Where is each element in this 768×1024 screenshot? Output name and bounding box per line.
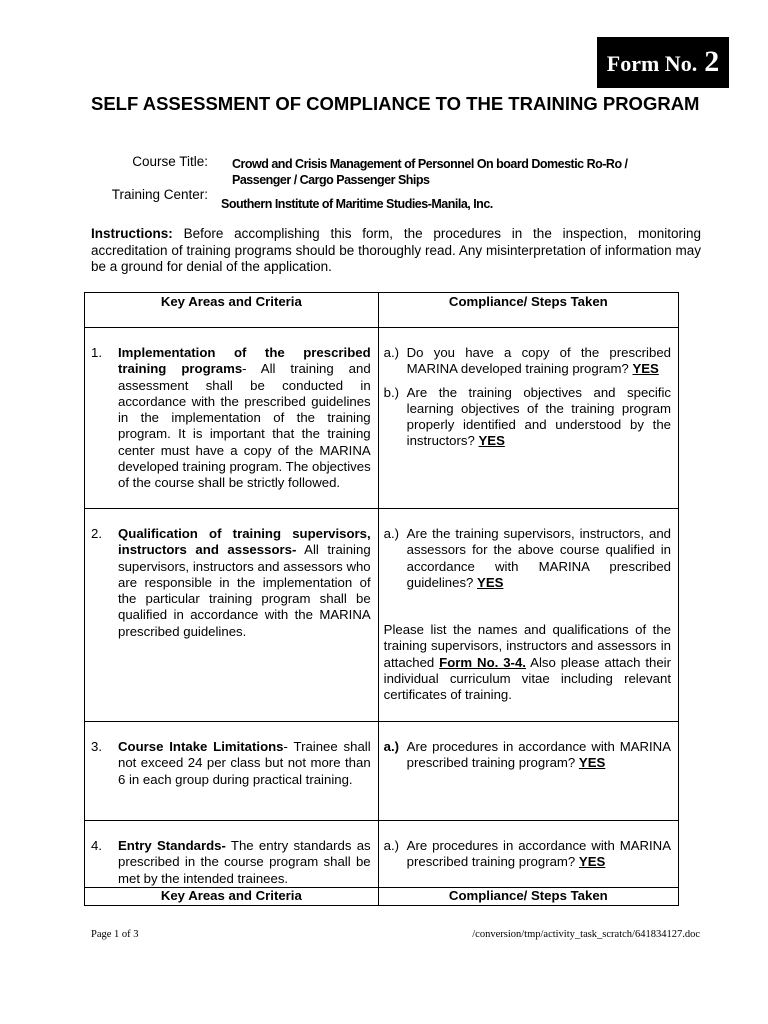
table-header-row — [85, 293, 679, 328]
page-number: Page 1 of 3 — [91, 929, 139, 940]
item-heading: Course Intake Limitations — [118, 739, 284, 754]
item-text: All training supervisors, instructors and assessors who are responsible in the implementation of the particular training program shall be qualified in accordance with the MARINA prescribed guidelines. — [118, 542, 371, 639]
note-text: Also please attach their individual curriculum vitae including relevant certificates of training. — [383, 654, 671, 703]
question-text: Do you have a copy of the prescribed MARINA developed training program? — [406, 345, 671, 377]
criteria-cell — [85, 509, 379, 722]
compliance-cell — [378, 821, 678, 888]
answer-yes: YES — [578, 755, 606, 771]
criteria-cell — [85, 821, 379, 888]
item-text: - All training and assessment shall be conducted in accordance with the prescribed guidelines in the implementation of the training program. It is important that the training center must have a copy of the MARINA developed training program. The objectives of the course shall be strictly followed. — [118, 361, 371, 491]
answer-yes: YES — [632, 361, 659, 377]
form-reference: Form No. 3-4. — [439, 654, 526, 670]
item-number: 4. — [91, 838, 102, 853]
item-heading: Implementation of the prescribed training programs — [118, 345, 371, 377]
item-heading: Entry Standards- — [118, 838, 226, 853]
table-footer-header-row — [85, 887, 679, 905]
answer-yes: YES — [477, 574, 504, 590]
compliance-table — [84, 292, 679, 906]
instructions-label: Instructions: — [91, 226, 173, 241]
question-text: Are procedures in accordance with MARINA prescribed training program? — [406, 838, 671, 870]
note-text: Please list the names and qualifications of the training supervisors, instructors and assessors in attached — [383, 622, 671, 670]
training-center-value: Southern Institute of Maritime Studies-Manila, Inc. — [221, 197, 493, 211]
criteria-cell — [85, 722, 379, 821]
course-title-value: Crowd and Crisis Management of Personnel On board Domestic Ro-Ro / Passenger / Cargo Passenger Ships — [232, 157, 628, 187]
item-number: 3. — [91, 739, 102, 754]
file-path: /conversion/tmp/activity_task_scratch/641834127.doc — [472, 929, 700, 940]
compliance-cell — [378, 509, 678, 722]
header-compliance: Compliance/ Steps Taken — [378, 293, 678, 328]
repeat-header-compliance: Compliance/ Steps Taken — [378, 887, 678, 905]
answer-yes: YES — [478, 433, 505, 449]
criteria-cell — [85, 328, 379, 509]
question-text: Are the training supervisors, instructors, and assessors for the above course qualified in accordance with MARINA prescribed guidelines? — [406, 526, 671, 590]
table-row — [85, 722, 679, 821]
compliance-cell — [378, 722, 678, 821]
compliance-cell — [378, 328, 678, 509]
document-title: SELF ASSESSMENT OF COMPLIANCE TO THE TRAINING PROGRAM — [91, 93, 700, 114]
item-text: The entry standards as prescribed in the course program shall be met by the intended trainees. — [118, 838, 371, 886]
question-text: Are procedures in accordance with MARINA prescribed training program? — [406, 739, 671, 771]
question-label: a.) — [383, 345, 400, 360]
form-number-label: Form No. — [606, 51, 698, 76]
table-row — [85, 821, 679, 888]
form-number-value: 2 — [704, 45, 720, 78]
repeat-header-key-areas: Key Areas and Criteria — [85, 887, 379, 905]
course-title-label: Course Title: — [132, 154, 208, 169]
instructions-paragraph — [91, 226, 701, 276]
table-row — [85, 328, 679, 509]
table-row — [85, 509, 679, 722]
question-text: Are the training objectives and specific learning objectives of the training program properly identified and understood by the instructors? — [406, 384, 671, 449]
instructions-text: Before accomplishing this form, the procedures in the inspection, monitoring accreditation of training programs should be thoroughly read. Any misinterpretation of information may be a ground for denial of the application. — [91, 226, 701, 274]
item-heading: Qualification of training supervisors, instructors and assessors- — [118, 526, 371, 558]
answer-yes: YES — [578, 854, 606, 870]
question-label: a.) — [383, 838, 400, 853]
item-text: - Trainee shall not exceed 24 per class but not more than 6 in each group during practical training. — [118, 739, 371, 787]
item-number: 1. — [91, 345, 102, 360]
question-label: a.) — [383, 526, 400, 541]
attachment-note — [379, 591, 678, 703]
form-number-badge — [597, 37, 729, 88]
header-key-areas: Key Areas and Criteria — [85, 293, 379, 328]
item-number: 2. — [91, 526, 102, 541]
question-label: b.) — [383, 384, 400, 400]
training-center-label: Training Center: — [111, 187, 208, 202]
question-label: a.) — [383, 739, 400, 754]
